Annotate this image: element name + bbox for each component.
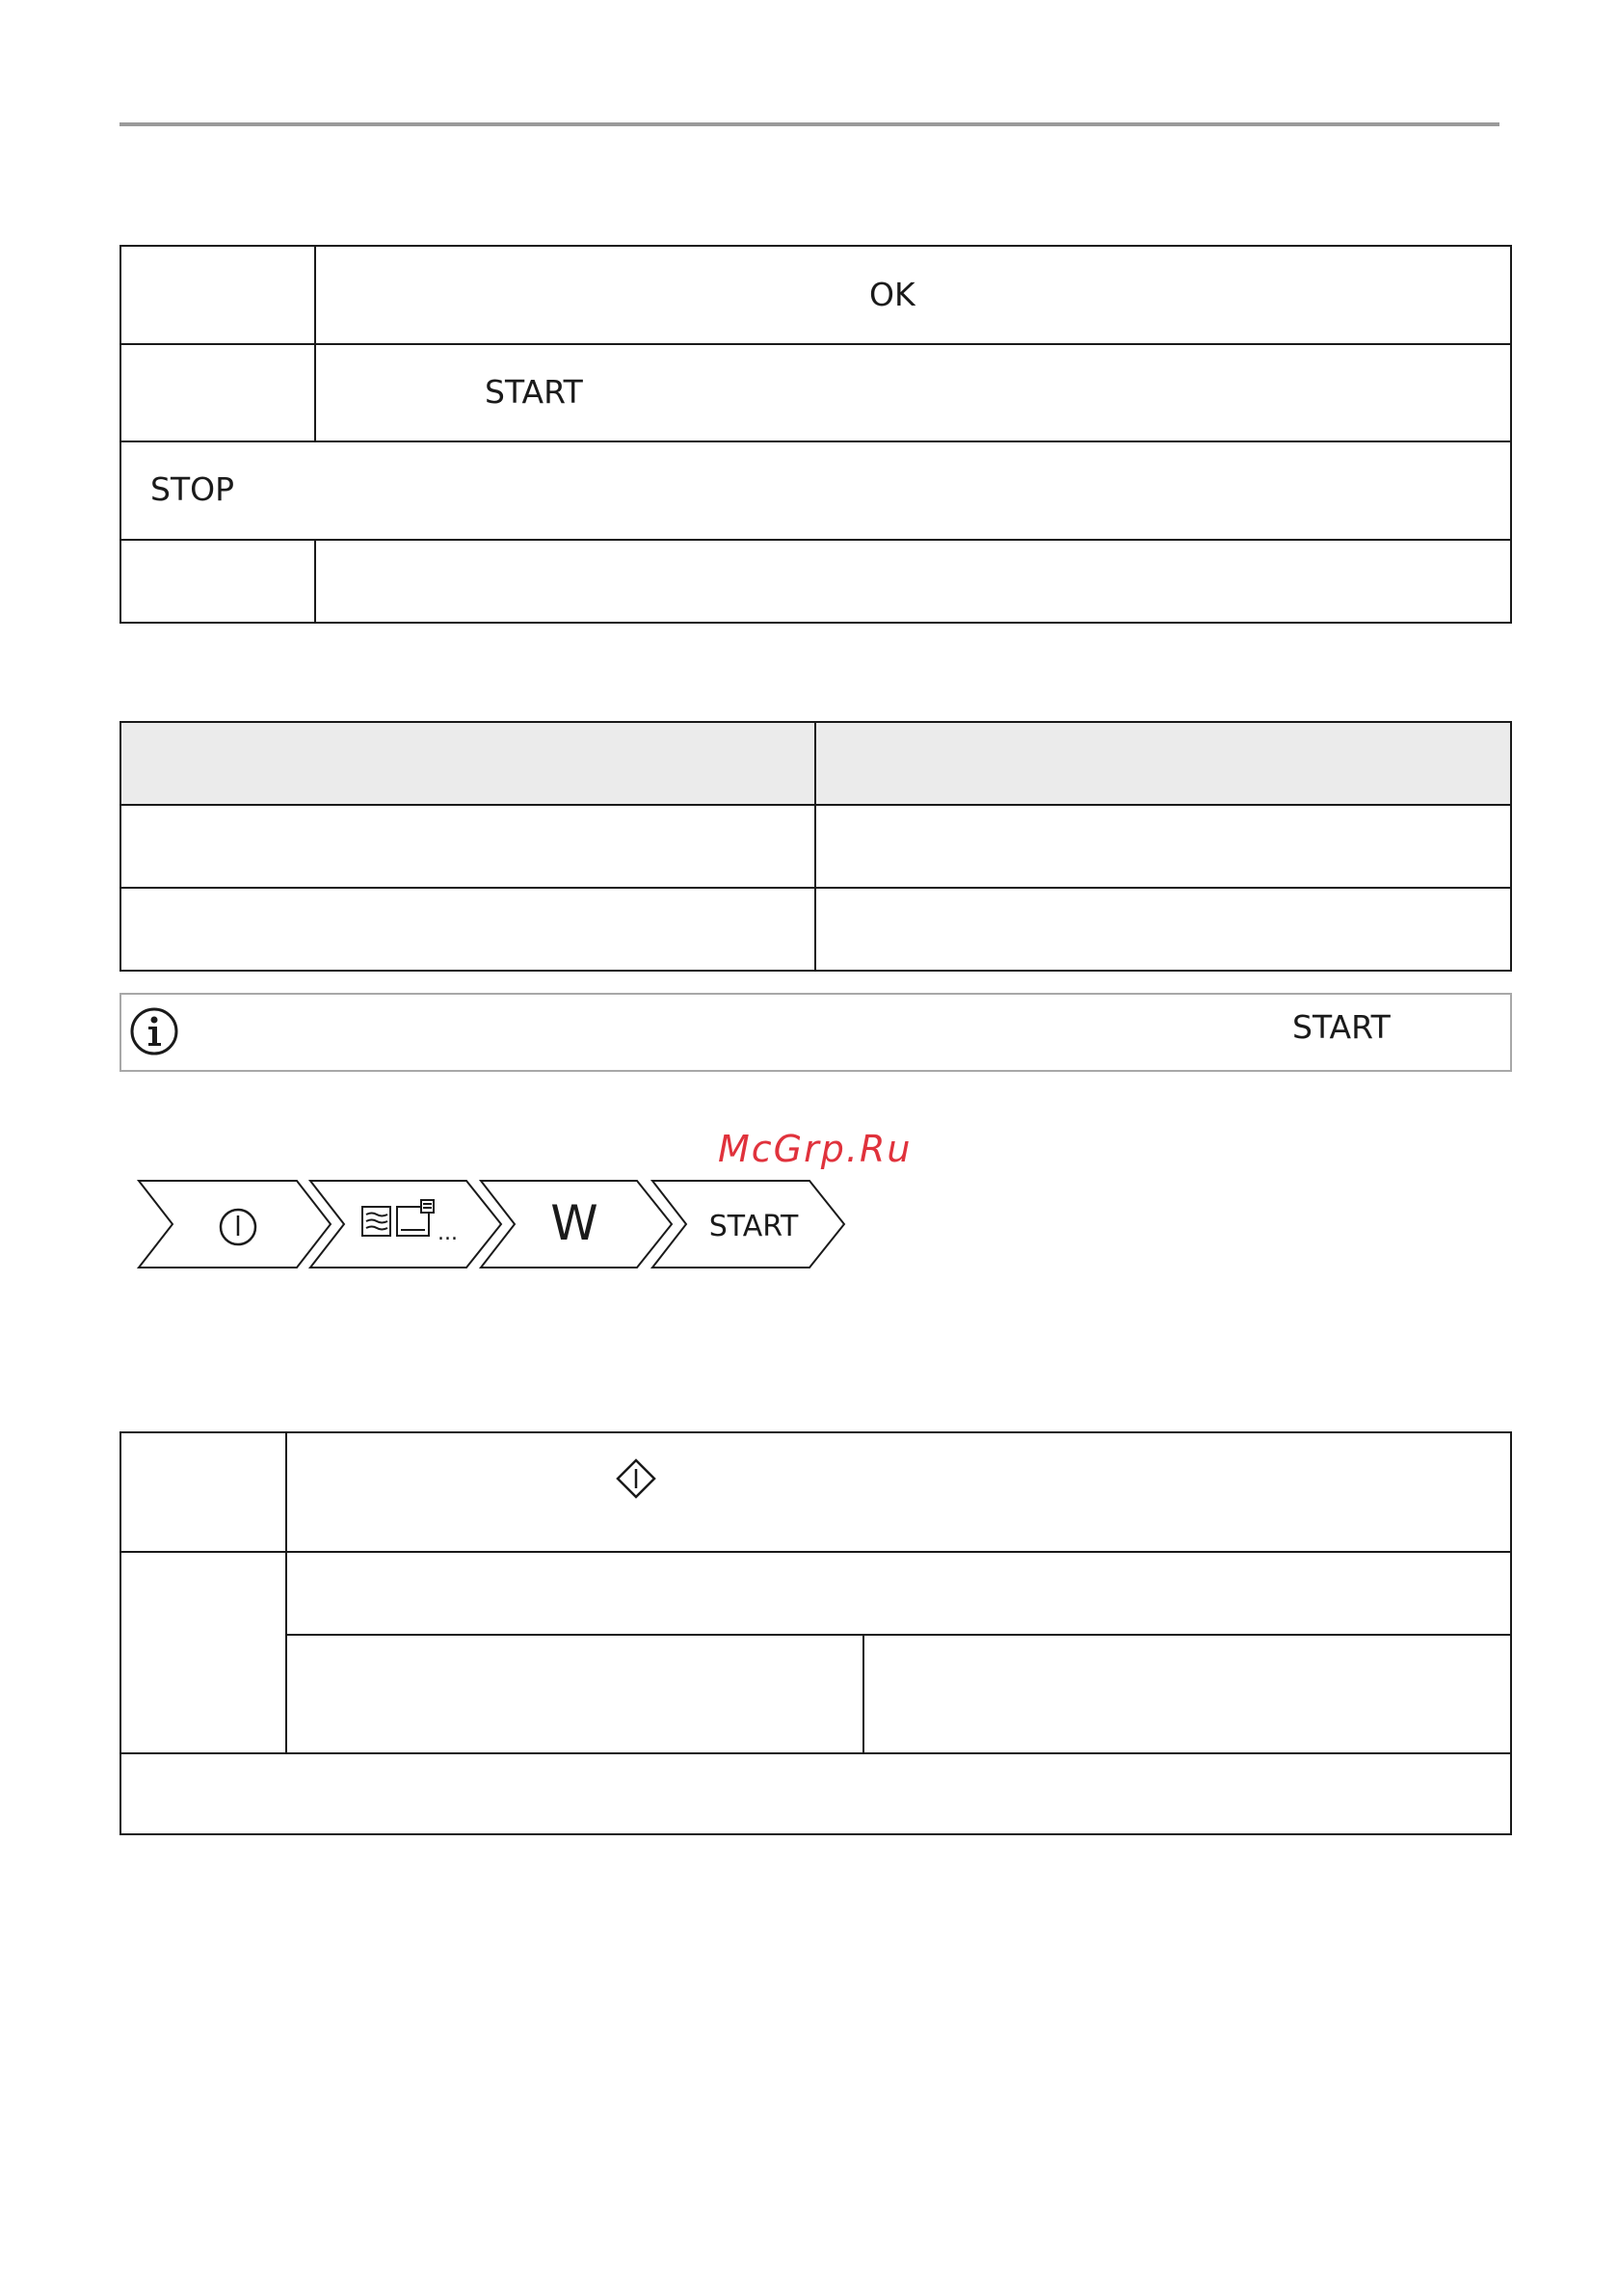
microwave-mode-icon	[362, 1200, 434, 1236]
ok-label: OK	[869, 276, 915, 313]
note-start-label: START	[1292, 1008, 1391, 1046]
steps-table-1	[119, 245, 1512, 624]
step-power	[139, 1181, 331, 1268]
info-icon	[129, 1006, 179, 1056]
start-label: START	[485, 373, 583, 411]
mode-sequence	[135, 1178, 848, 1270]
steps-table-2	[119, 1431, 1512, 1835]
stop-label: STOP	[150, 470, 234, 508]
top-rule	[119, 122, 1499, 126]
info-note	[119, 993, 1512, 1072]
watermark: McGrp.Ru	[718, 1128, 913, 1170]
watts-label: W	[550, 1195, 598, 1251]
step-mode	[310, 1181, 501, 1268]
settings-table	[119, 721, 1512, 972]
ellipsis-label: ...	[438, 1221, 458, 1245]
power-icon	[221, 1210, 255, 1244]
start-diamond-icon	[615, 1457, 657, 1500]
sequence-start-label: START	[708, 1210, 799, 1243]
